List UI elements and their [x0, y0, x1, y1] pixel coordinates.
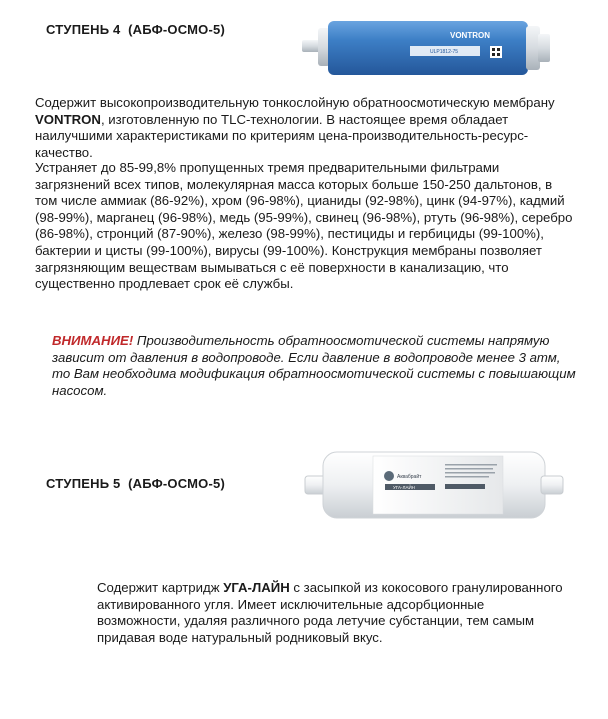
warning-label: ВНИМАНИЕ! [52, 333, 134, 348]
step4-title: СТУПЕНЬ 4 (АБФ-ОСМО-5) [46, 22, 225, 37]
step5-paragraph [97, 580, 567, 646]
step5-p-brand: УГА-ЛАЙН [223, 580, 290, 595]
membrane-model-text: ULP1812-75 [430, 49, 459, 55]
membrane-image [300, 16, 562, 80]
step5-p-text: Содержит картридж [97, 580, 224, 595]
step4-p1-text-after: , изготовленную по TLC-технологии. В настоящее время обладает наилучшими характеристиками по критериям цена-производительность-ресурс-качество. [35, 111, 529, 160]
step4-p1-text: Содержит высокопроизводительную тонкослойную обратноосмотическую мембрану [35, 95, 555, 110]
step4-paragraph-1 [35, 95, 575, 161]
membrane-brand-text: VONTRON [450, 31, 490, 40]
step4-paragraph-2: Устраняет до 85-99,8% пропущенных тремя предварительными фильтрами загрязнений всех типов, молекулярная масса которых больше 150-250 дальтонов, в том числе аммиак (86-92%), хром (96-98%), цианиды (92-98%), цинк (94-97%), кадмий (98-99%), марганец (96-98%), медь (95-99%), свинец (96-98%), ртуть (96-98%), серебро (86-98%), стронций (87-90%), железо (98-99%), пестициды и гербициды (99-100%), бактерии и цисты (99-100%), вирусы (99-100%). Конструкция мембраны позволяет загрязняющим веществам вымываться с её поверхности в канализацию, что существенно продлевает срок её службы. [35, 160, 573, 292]
step5-p-text-after: с засыпкой из кокосового гранулированного активированного угля. Имеет исключительные адсорбционные возможности, удаляя различного рода летучие субстанции, тем самым придавая воде натуральный родниковый вкус. [97, 580, 563, 645]
cartridge-name-text: УГА-ЛАЙН [393, 485, 415, 490]
step4-p1-brand: VONTRON [35, 111, 101, 127]
warning-note [52, 333, 582, 399]
cartridge-image [303, 446, 565, 526]
cartridge-brand-text: Аквабрайт [397, 474, 422, 480]
warning-text: Производительность обратноосмотической системы напрямую зависит от давления в водопроводе. Если давление в водопроводе менее 3 атм, то Вам необходима модификация обратноосмотической системы с повышающим насосом. [52, 333, 576, 398]
step5-title: СТУПЕНЬ 5 (АБФ-ОСМО-5) [46, 476, 225, 491]
